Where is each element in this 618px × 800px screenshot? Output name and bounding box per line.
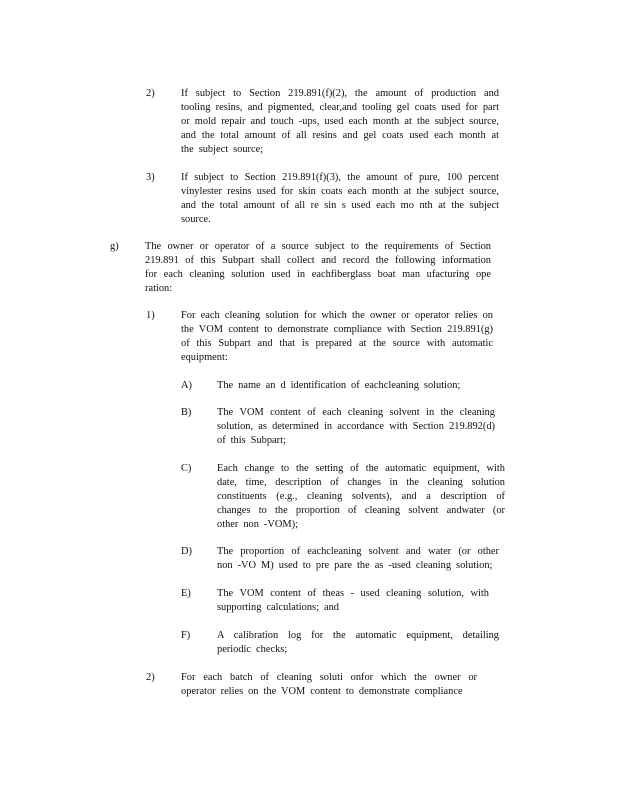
item-label: B) — [181, 407, 192, 418]
item-label: 2) — [146, 88, 155, 99]
paragraph-f-3 — [0, 171, 618, 227]
paragraph-g-1-c — [0, 462, 618, 532]
item-text: The VOM content of theas - used cleaning solution, with supporting calculations; and — [217, 588, 489, 613]
item-text: The VOM content of each cleaning solvent in the cleaning solution, as determined in accordance with Section 219.892(d) of this Subpart; — [217, 407, 495, 446]
item-text: A calibration log for the automatic equipment, detailing periodic checks; — [217, 630, 499, 655]
item-label: g) — [110, 241, 119, 252]
paragraph-g-1-f — [0, 629, 618, 657]
item-label: 1) — [146, 310, 155, 321]
item-label: E) — [181, 588, 191, 599]
item-text: The proportion of eachcleaning solvent and water (or other non -VO M) used to pre pare the as -used cleaning solution; — [217, 546, 499, 571]
paragraph-g-1-d — [0, 545, 618, 573]
item-text: The owner or operator of a source subject to the requirements of Section 219.891 of this Subpart shall collect and record the following information for each cleaning solution used in eachfiberglass boat man ufacturing ope ration: — [145, 241, 491, 294]
paragraph-g-1-a — [0, 379, 618, 393]
paragraph-g-1 — [0, 309, 618, 365]
item-text: If subject to Section 219.891(f)(2), the amount of production and tooling resins, and pigmented, clear,and tooling gel coats used for part or mold repair and touch -ups, used each month at the subject source, and the total amount of all resins and gel coats used each month at the subject source; — [181, 88, 499, 155]
item-label: 2) — [146, 672, 155, 683]
item-text: For each cleaning solution for which the owner or operator relies on the VOM content to demonstrate compliance with Section 219.891(g) of this Subpart and that is prepared at the source with automatic equipment: — [181, 310, 493, 363]
item-label: D) — [181, 546, 192, 557]
item-label: C) — [181, 463, 192, 474]
item-label: A) — [181, 380, 192, 391]
item-text: The name an d identification of eachcleaning solution; — [217, 380, 461, 391]
item-text: If subject to Section 219.891(f)(3), the amount of pure, 100 percent vinylester resins used for skin coats each month at the subject source, and the total amount of all re sin s used each mo nth at the subject source. — [181, 172, 499, 225]
paragraph-g — [0, 240, 618, 296]
paragraph-g-1-b — [0, 406, 618, 448]
item-label: F) — [181, 630, 191, 641]
item-text: For each batch of cleaning soluti onfor which the owner or operator relies on the VOM content to demonstrate compliance — [181, 672, 477, 697]
paragraph-g-2 — [0, 671, 618, 699]
item-label: 3) — [146, 172, 155, 183]
paragraph-g-1-e — [0, 587, 618, 615]
item-text: Each change to the setting of the automatic equipment, with date, time, description of changes in the cleaning solution constituents (e.g., cleaning solvents), and a description of changes to the proportion of cleaning solvent andwater (or other non -VOM); — [217, 463, 505, 530]
paragraph-f-2 — [0, 87, 618, 157]
